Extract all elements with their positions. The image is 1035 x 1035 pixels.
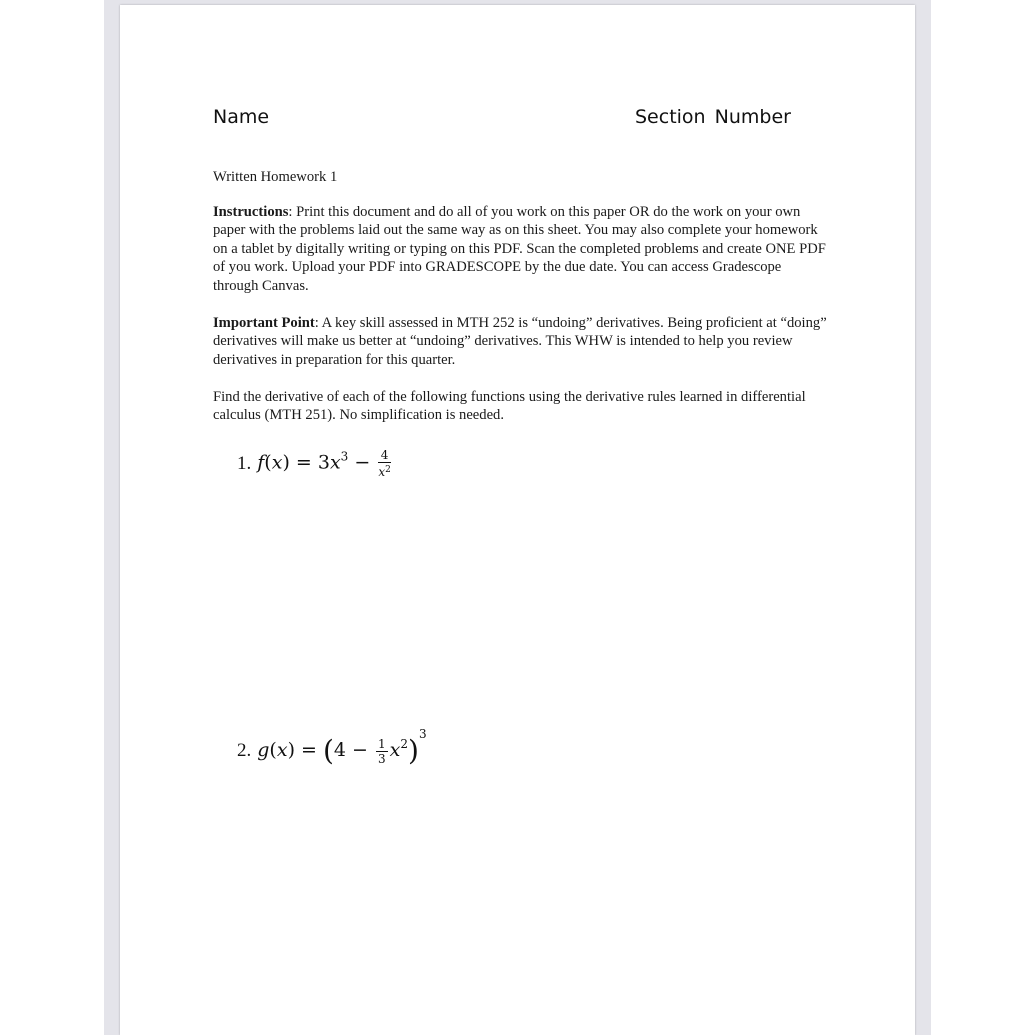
- function-variable: x: [276, 739, 288, 761]
- fraction-numerator: 1: [378, 736, 386, 751]
- problem-1: 1. $f(x) = 3x^3$ − $\frac{4}{x^2}$: [237, 448, 391, 479]
- equation-part: ) = 3: [282, 451, 330, 474]
- name-field-label: Name: [213, 106, 270, 128]
- outer-exponent: 3: [418, 727, 427, 741]
- document-page: [120, 5, 915, 1035]
- inner-constant: 4 −: [333, 739, 368, 761]
- inner-exponent: 2: [400, 737, 409, 751]
- denominator-exponent: 2: [385, 465, 391, 475]
- inner-variable: x: [389, 739, 401, 761]
- equals-part: ) =: [287, 739, 323, 761]
- denominator-variable: x: [378, 465, 386, 479]
- fraction: [378, 449, 391, 478]
- function-variable: x: [271, 451, 283, 474]
- instructions-text: : Print this document and do all of you work on this paper OR do the work on your own paper with the problems laid out the same way as on this sheet. You may also complete your homework on a tablet by digitally writing or typing on this PDF. Scan the completed problems and create ONE PDF of you work. Upload your PDF into GRADESCOPE by the due date. You can access Gradescope through Canvas.: [213, 204, 826, 294]
- problem-number: 2.: [237, 740, 252, 761]
- important-point-paragraph: [213, 314, 828, 369]
- function-name: g: [257, 739, 270, 761]
- instructions-paragraph: [213, 203, 828, 295]
- minus-sign: −: [348, 451, 371, 474]
- open-paren: (: [322, 734, 334, 767]
- function-name: f: [257, 451, 265, 474]
- fraction-numerator: 4: [378, 449, 391, 463]
- important-point-label: Important Point: [213, 315, 315, 331]
- problem-2: 2. g(x) = (4 − $\frac{1}{3}$ $x^2)^3$: [237, 727, 427, 767]
- close-paren: ): [408, 734, 419, 767]
- homework-title: Written Homework 1: [213, 169, 338, 185]
- fraction: [376, 738, 388, 765]
- term-exponent: 3: [340, 449, 349, 464]
- directions-paragraph: Find the derivative of each of the following functions using the derivative rules learned in differential calculus (MTH 251). No simplification is needed.: [213, 389, 806, 424]
- fraction-denominator: 3: [378, 751, 386, 766]
- section-number-label: Section Number: [635, 106, 791, 128]
- term-variable: x: [329, 451, 341, 474]
- instructions-label: Instructions: [213, 204, 289, 220]
- fraction-denominator: [378, 463, 391, 478]
- problem-number: 1.: [237, 452, 252, 474]
- important-point-text: : A key skill assessed in MTH 252 is “undoing” derivatives. Being proficient at “doing” derivatives will make us better at “undoing” derivatives. This WHW is intended to help you review derivatives in preparation for this quarter.: [213, 315, 827, 368]
